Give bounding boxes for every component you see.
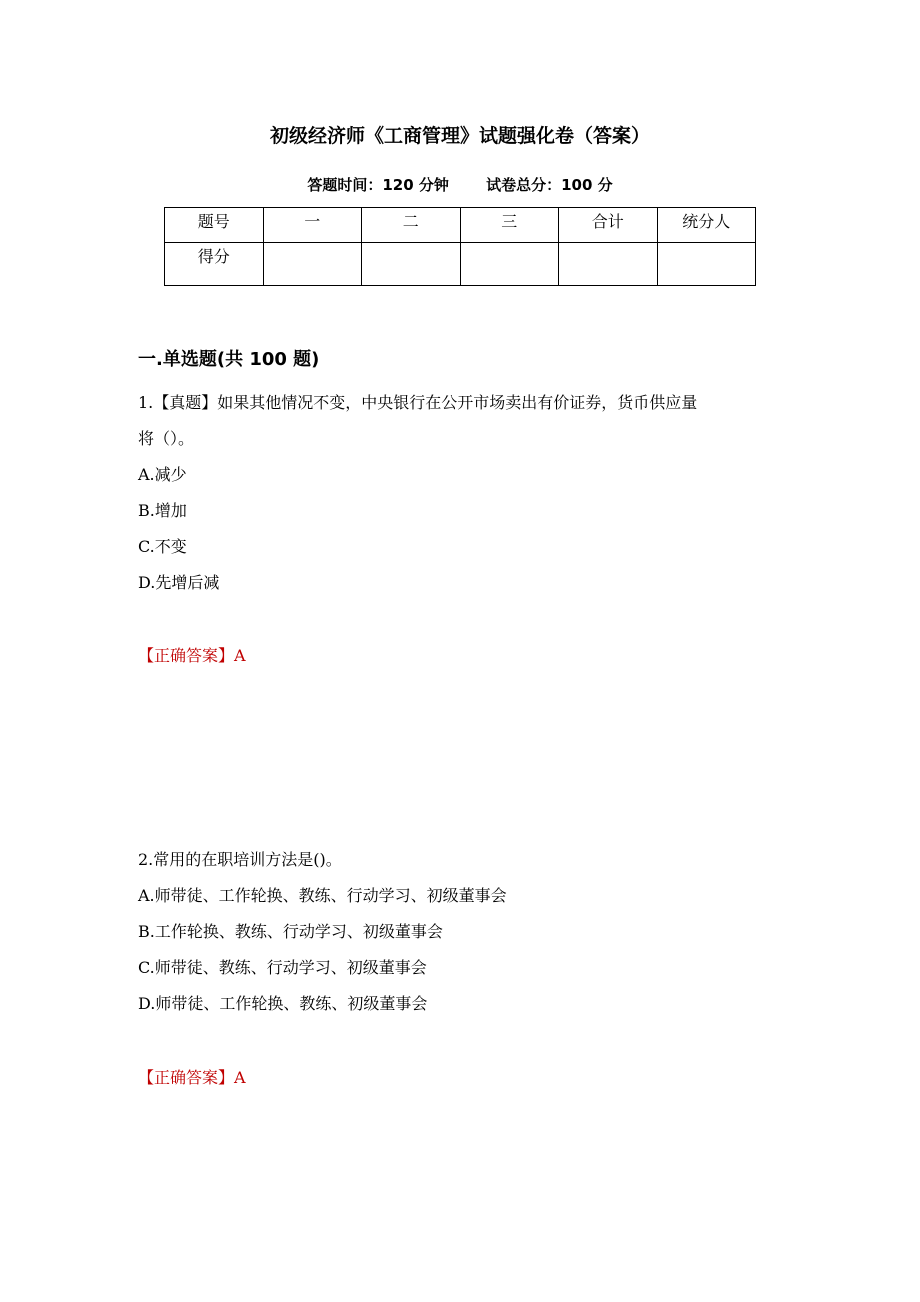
score-cell-empty	[559, 243, 658, 286]
score-table	[164, 207, 756, 286]
question-1-option-d: D.先增后减	[138, 573, 220, 592]
question-1-option-c: C.不变	[138, 537, 187, 556]
score-header-cell: 合计	[559, 208, 658, 243]
score-header-cell: 二	[362, 208, 461, 243]
question-2-option-d: D.师带徒、工作轮换、教练、初级董事会	[138, 994, 428, 1013]
score-cell-empty	[657, 243, 756, 286]
question-2-stem-line1: 2.常用的在职培训方法是()。	[138, 850, 342, 869]
score-header-cell: 三	[460, 208, 559, 243]
question-2-answer: 【正确答案】A	[138, 1068, 246, 1087]
question-1-answer: 【正确答案】A	[138, 646, 246, 665]
section-title: 一.单选题(共 100 题)	[138, 349, 320, 370]
score-header-cell: 题号	[165, 208, 264, 243]
question-2-option-a: A.师带徒、工作轮换、教练、行动学习、初级董事会	[138, 886, 507, 905]
exam-title: 初级经济师《工商管理》试题强化卷（答案）	[269, 125, 650, 147]
question-1-option-b: B.增加	[138, 501, 187, 520]
exam-time: 答题时间：120 分钟	[307, 176, 449, 194]
score-cell-empty	[263, 243, 362, 286]
exam-total-score: 试卷总分：100 分	[486, 176, 613, 194]
score-header-cell: 一	[263, 208, 362, 243]
question-2-option-c: C.师带徒、教练、行动学习、初级董事会	[138, 958, 427, 977]
question-2-option-b: B.工作轮换、教练、行动学习、初级董事会	[138, 922, 443, 941]
question-1-stem-line1: 1.【真题】如果其他情况不变，中央银行在公开市场卖出有价证券，货币供应量	[138, 393, 698, 412]
exam-info	[0, 174, 920, 196]
score-row-label: 得分	[165, 243, 264, 286]
score-cell-empty	[460, 243, 559, 286]
score-table-score-row	[165, 243, 756, 286]
question-1-option-a: A.减少	[138, 465, 187, 484]
score-header-cell: 统分人	[657, 208, 756, 243]
score-cell-empty	[362, 243, 461, 286]
question-1-stem-line2: 将（）。	[138, 429, 195, 448]
score-table-header-row	[165, 208, 756, 243]
